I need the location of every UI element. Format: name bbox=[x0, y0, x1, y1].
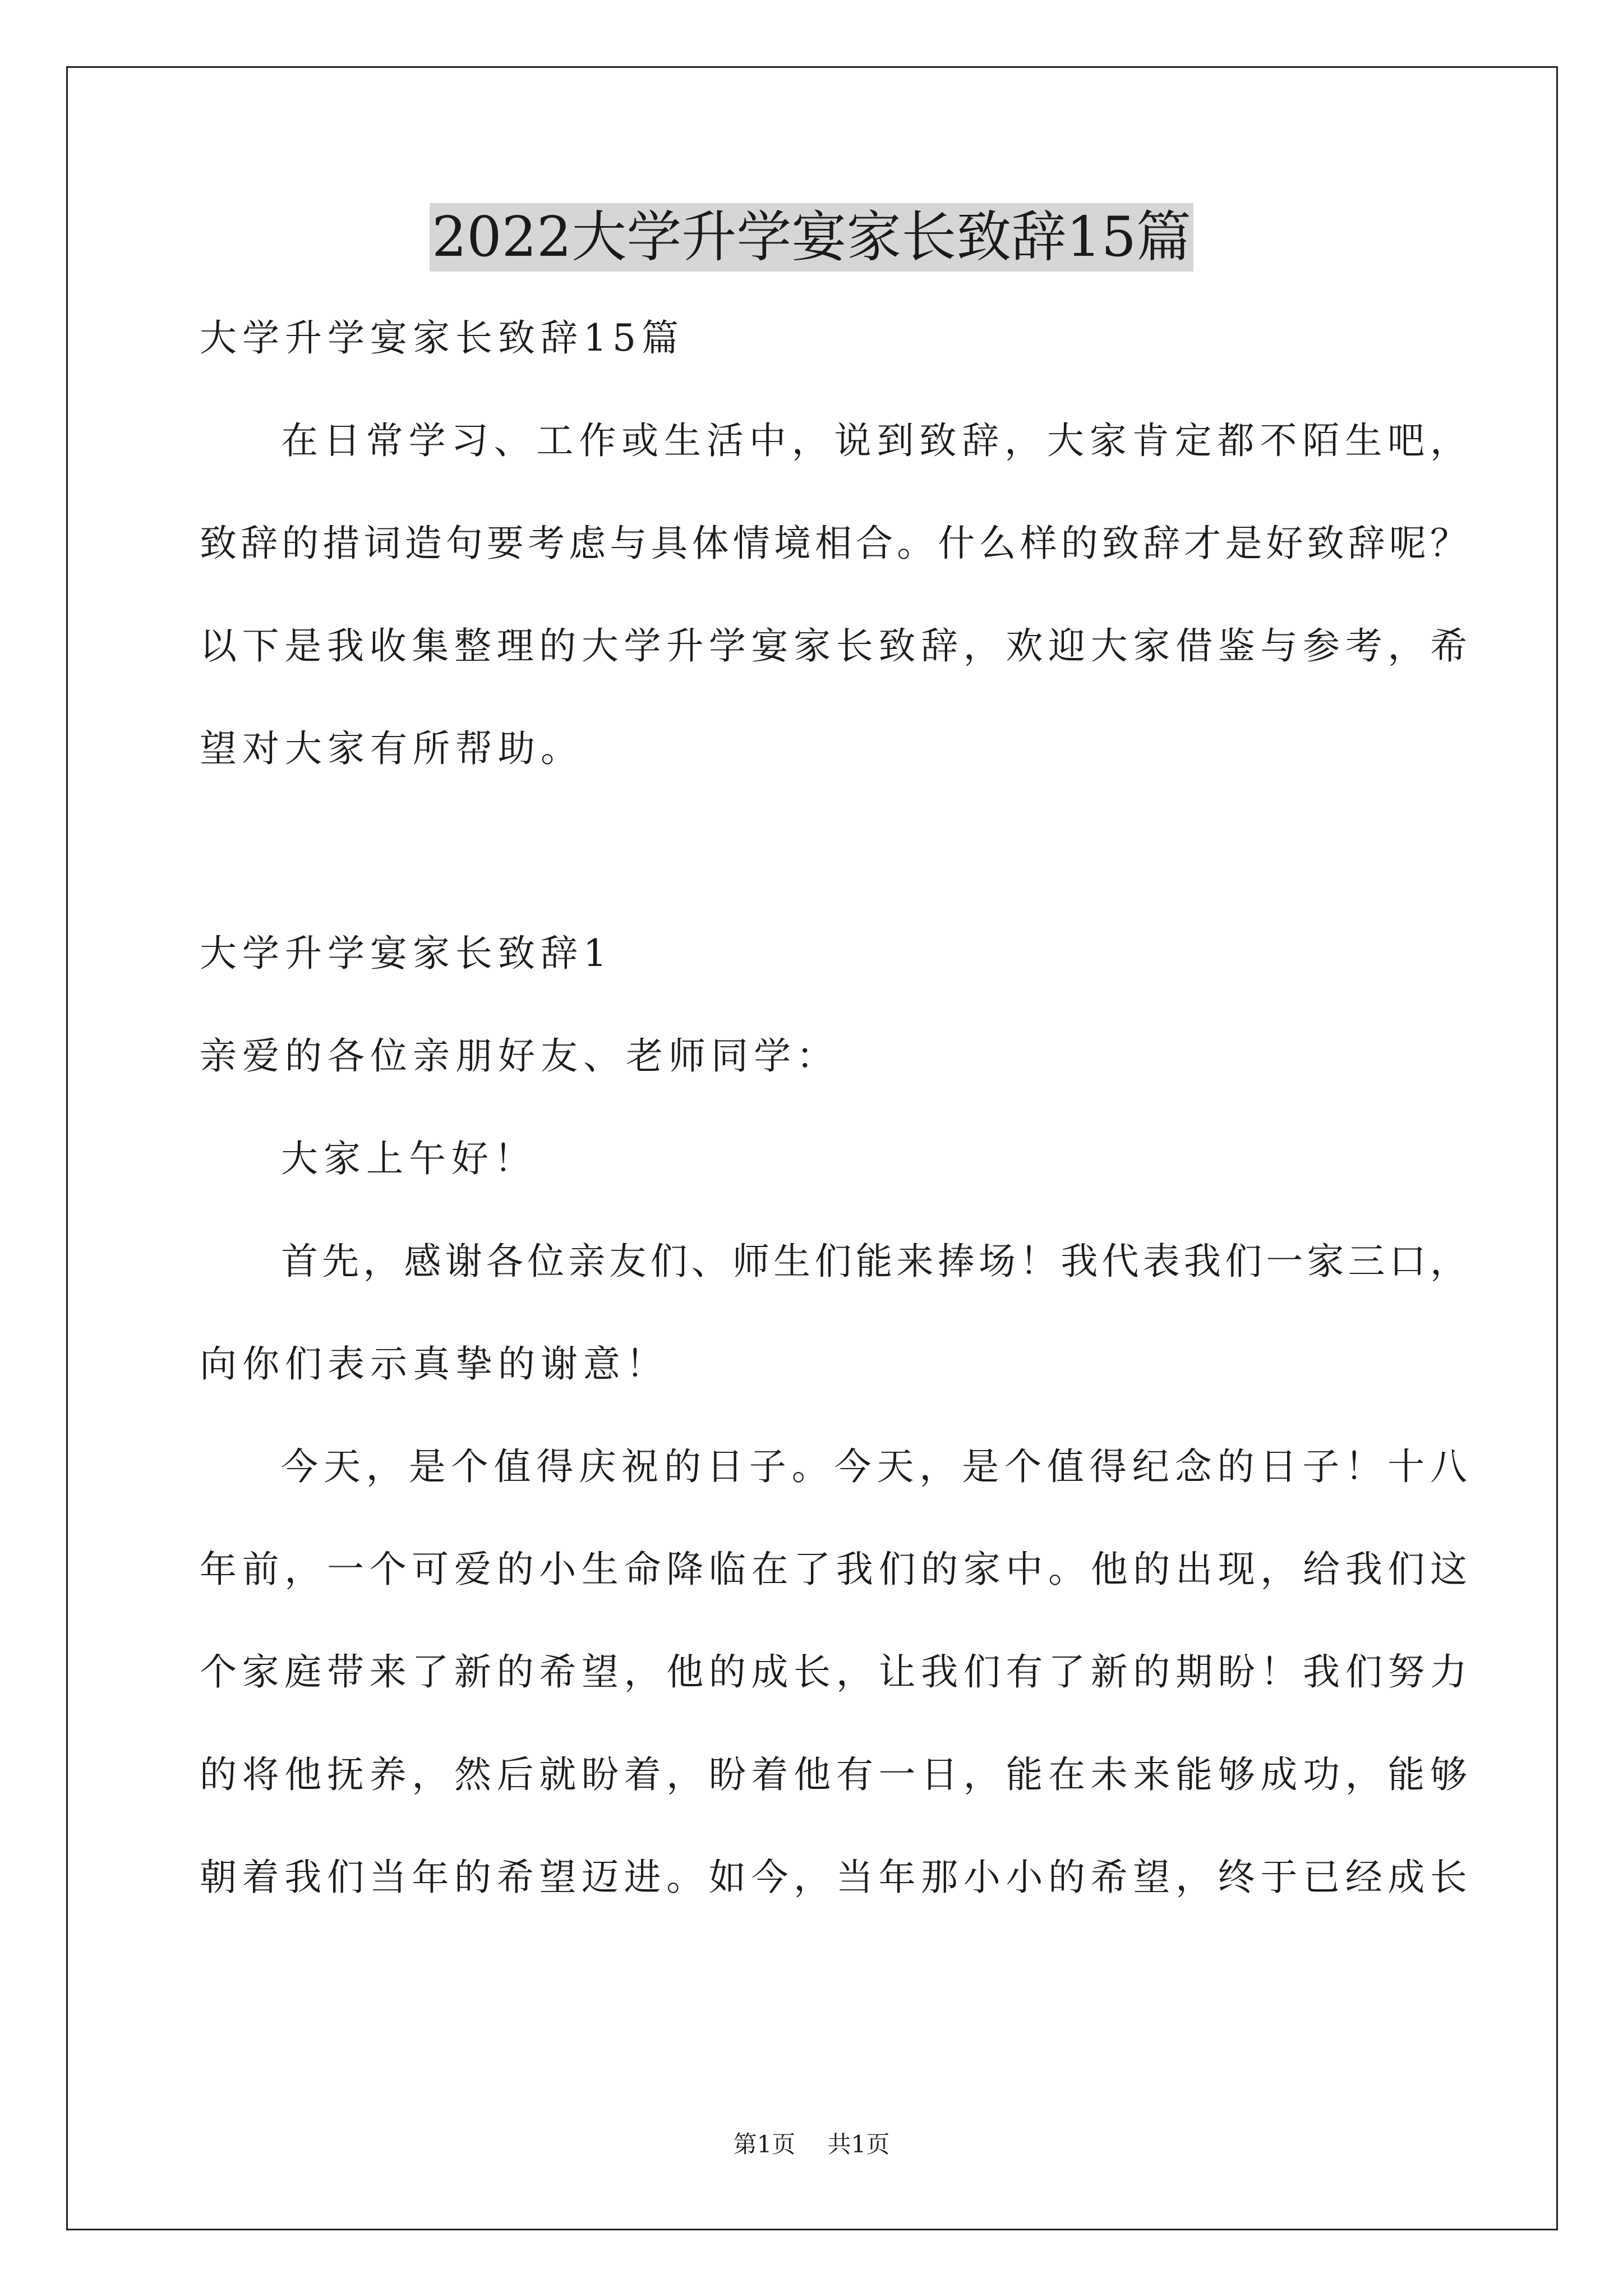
intro-line: 望对大家有所帮助。 bbox=[200, 727, 583, 770]
page-number-current: 第1页 bbox=[733, 2131, 796, 2158]
story-line: 朝着我们当年的希望迈进。如今，当年那小小的希望，终于已经成长 bbox=[200, 1856, 1467, 1899]
intro-line: 在日常学习、工作或生活中，说到致辞，大家肯定都不陌生吧， bbox=[281, 419, 1467, 462]
intro-line: 致辞的措词造句要考虑与具体情境相合。什么样的致辞才是好致辞呢？ bbox=[200, 522, 1467, 565]
thanks-line: 首先，感谢各位亲友们、师生们能来捧场！我代表我们一家三口， bbox=[281, 1240, 1467, 1283]
page-number-total: 共1页 bbox=[827, 2131, 890, 2158]
story-line: 个家庭带来了新的希望，他的成长，让我们有了新的期盼！我们努力 bbox=[200, 1650, 1467, 1694]
thanks-line: 向你们表示真挚的谢意！ bbox=[200, 1342, 668, 1386]
greeting: 大家上午好！ bbox=[281, 1137, 537, 1180]
document-title-text: 2022大学升学宴家长致辞15篇 bbox=[430, 203, 1193, 272]
section-heading: 大学升学宴家长致辞1 bbox=[200, 932, 612, 975]
salutation: 亲爱的各位亲朋好友、老师同学： bbox=[200, 1034, 839, 1078]
story-line: 今天，是个值得庆祝的日子。今天，是个值得纪念的日子！十八 bbox=[281, 1445, 1467, 1488]
document-title bbox=[0, 201, 1623, 274]
document-subtitle: 大学升学宴家长致辞15篇 bbox=[200, 316, 684, 360]
intro-line: 以下是我收集整理的大学升学宴家长致辞，欢迎大家借鉴与参考，希 bbox=[200, 624, 1467, 668]
story-line: 年前，一个可爱的小生命降临在了我们的家中。他的出现，给我们这 bbox=[200, 1548, 1467, 1591]
page-footer bbox=[0, 2129, 1623, 2160]
story-line: 的将他抚养，然后就盼着，盼着他有一日，能在未来能够成功，能够 bbox=[200, 1753, 1467, 1796]
document-body bbox=[200, 311, 1467, 1953]
